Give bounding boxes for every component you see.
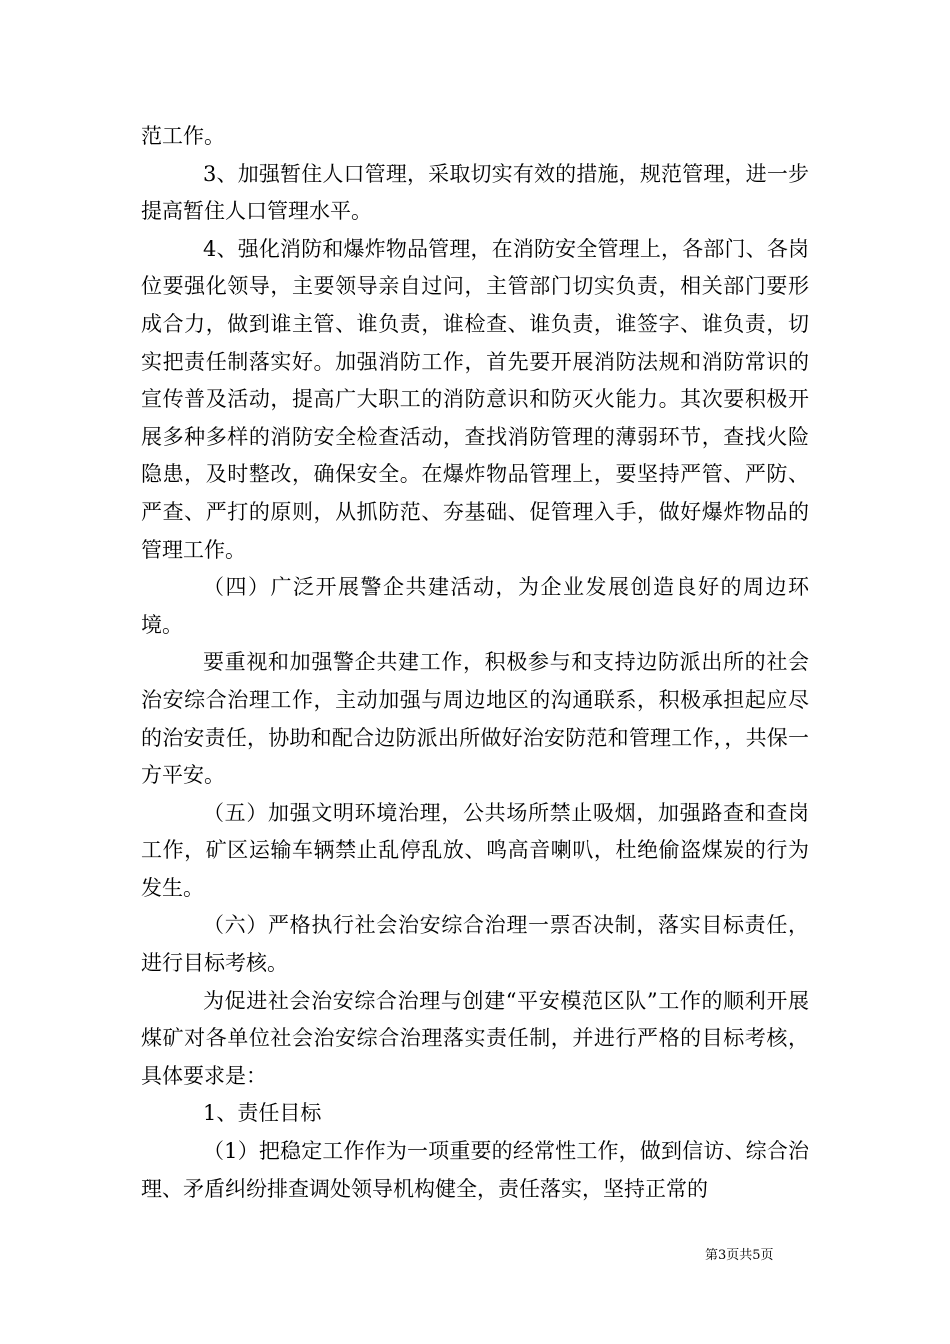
- subheading-responsibility-goals: 1、责任目标: [203, 1101, 322, 1126]
- paragraph-assessment-intro: 为促进社会治安综合治理与创建“平安模范区队”工作的顺利开展煤矿对各单位社会治安综合治理落实责任制，并进行严格的目标考核，具体要求是：: [141, 988, 809, 1088]
- paragraph-police-cooperation: 要重视和加强警企共建工作，积极参与和支持边防派出所的社会治安综合治理工作，主动加强与周边地区的沟通联系，积极承担起应尽的治安责任，协助和配合边防派出所做好治安防范和管理工作，，共保一方平安。: [141, 650, 809, 788]
- document-body: [141, 118, 809, 1208]
- paragraph-continuation: 范工作。: [141, 124, 225, 148]
- page-number-footer: 第3页共5页: [705, 1248, 774, 1263]
- section-heading-4: （四）广泛开展警企共建活动，为企业发展创造良好的周边环境。: [141, 575, 809, 637]
- section-heading-5: （五）加强文明环境治理，公共场所禁止吸烟，加强路查和查岗工作，矿区运输车辆禁止乱停乱放、鸣高音喇叭，杜绝偷盗煤炭的行为发生。: [141, 800, 809, 900]
- paragraph-goal-1: （1）把稳定工作作为一项重要的经常性工作，做到信访、综合治理、矛盾纠纷排查调处领导机构健全，责任落实，坚持正常的: [141, 1139, 809, 1201]
- section-heading-6: （六）严格执行社会治安综合治理一票否决制，落实目标责任，进行目标考核。: [141, 913, 809, 976]
- paragraph-item-3: 3、加强暂住人口管理，采取切实有效的措施，规范管理，进一步提高暂住人口管理水平。: [141, 161, 809, 224]
- paragraph-item-4: 4、强化消防和爆炸物品管理，在消防安全管理上，各部门、各岗位要强化领导，主要领导亲自过问，主管部门切实负责，相关部门要形成合力，做到谁主管、谁负责，谁检查、谁负责，谁签字、谁负责，切实把责任制落实好。加强消防工作，首先要开展消防法规和消防常识的宣传普及活动，提高广大职工的消防意识和防灭火能力。其次要积极开展多种多样的消防安全检查活动，查找消防管理的薄弱环节，查找火险隐患，及时整改，确保安全。在爆炸物品管理上，要坚持严管、严防、严查、严打的原则，从抓防范、夯基础、促管理入手，做好爆炸物品的管理工作。: [141, 236, 809, 562]
